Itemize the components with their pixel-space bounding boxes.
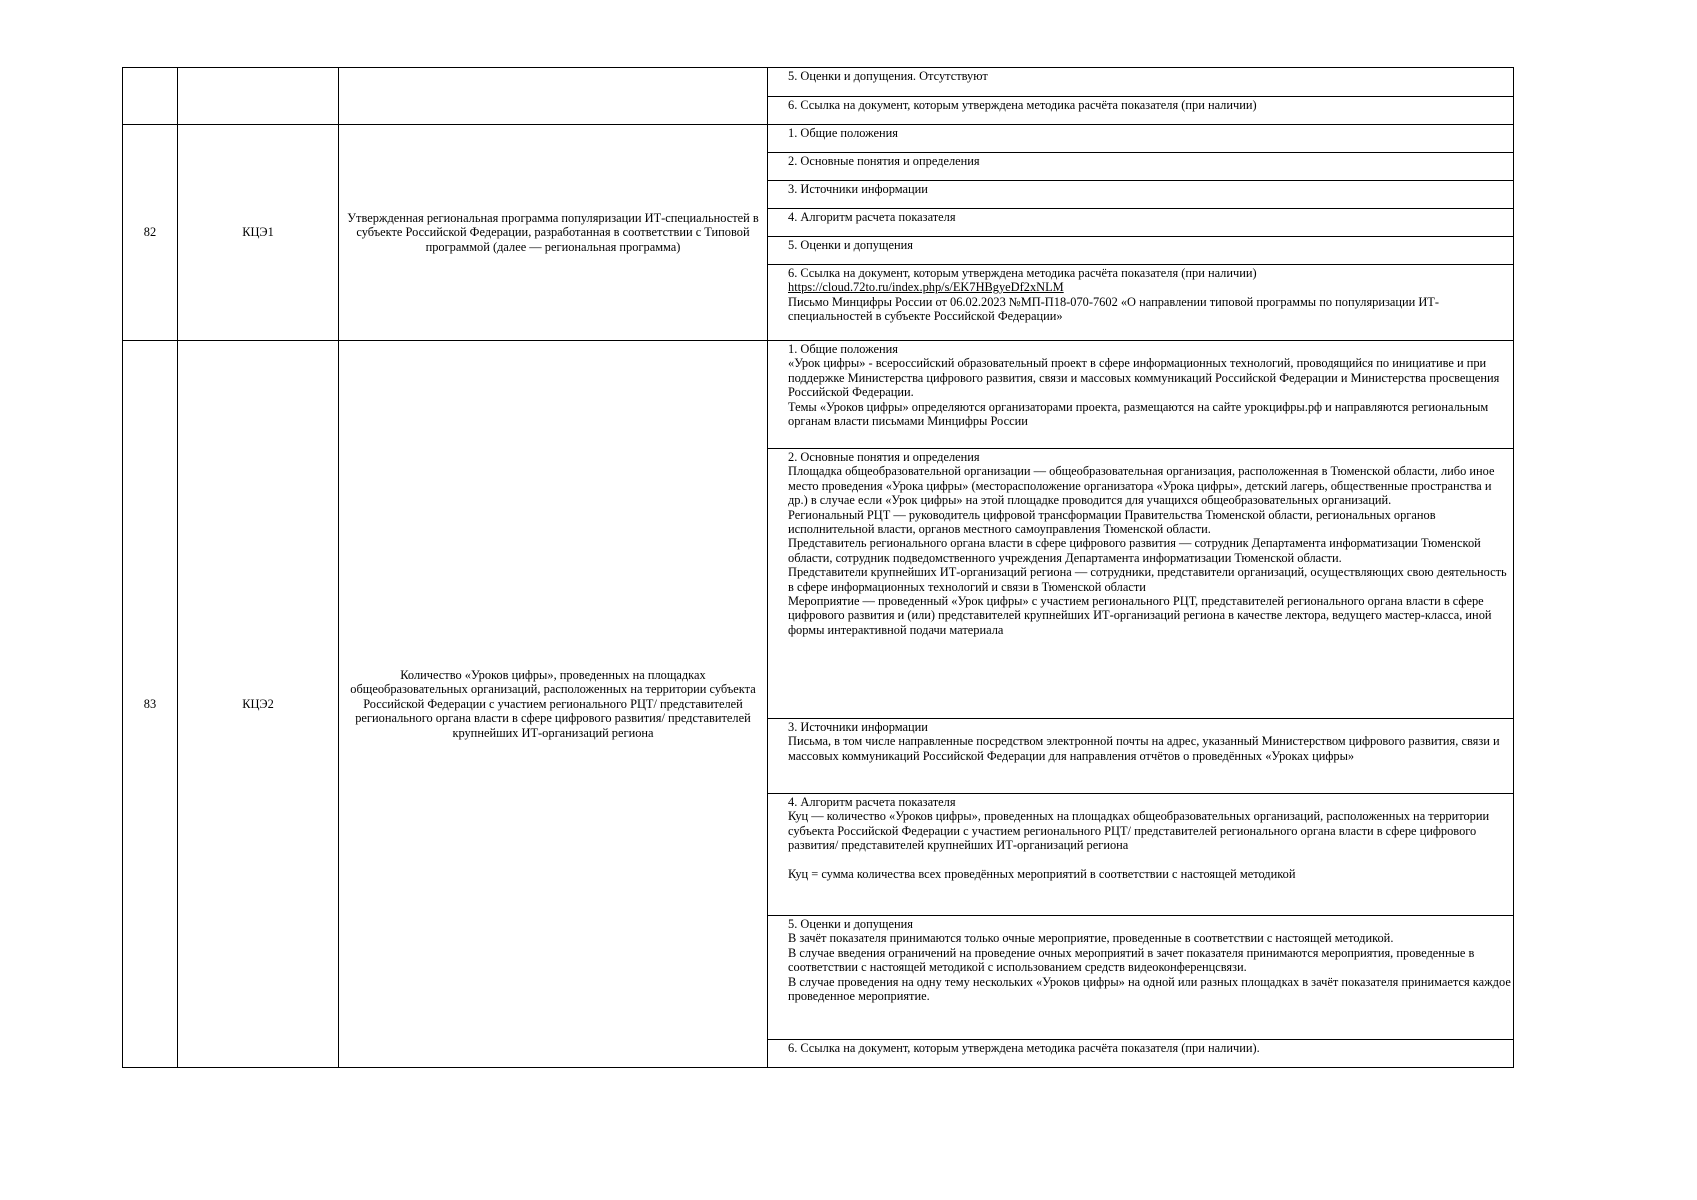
detail-cell <box>768 125 1514 153</box>
detail-cell <box>768 1040 1514 1068</box>
methodology-table <box>122 67 1514 1068</box>
detail-heading: 1. Общие положения <box>788 126 899 140</box>
detail-text: Региональный РЦТ — руководитель цифровой трансформации Правительства Тюменской области, региональных органов исполнительной власти, органов местного самоуправления Тюменской области. <box>788 507 1436 537</box>
detail-text: Письма, в том числе направленные посредством электронной почты на адрес, указанный Министерством цифрового развития, связи и массовых коммуникаций Российской Федерации для направления отчётов о проведённых «Уроках цифры» <box>788 734 1500 763</box>
detail-cell <box>768 916 1514 1040</box>
detail-cell <box>768 68 1514 97</box>
detail-text: Представитель регионального органа власти в сфере цифрового развития — сотрудник Департамента информатизации Тюменской области, сотрудник подведомственного учреждения Департамента информатизации Тюменской области. <box>788 536 1481 565</box>
detail-cell <box>768 449 1514 719</box>
spacer <box>788 853 1512 867</box>
detail-text: Темы «Уроков цифры» определяются организаторами проекта, размещаются на сайте урокцифры.рф и направляются региональным органам власти письмами Минцифры России <box>788 399 1489 429</box>
detail-heading: 3. Источники информации <box>788 720 928 734</box>
indicator-name <box>339 68 768 125</box>
detail-cell <box>768 237 1514 265</box>
document-link[interactable]: https://cloud.72to.ru/index.php/s/EK7HBgyeDf2xNLM <box>788 280 1064 295</box>
row-number: 82 <box>123 125 178 341</box>
detail-heading: 2. Основные понятия и определения <box>788 154 980 168</box>
detail-heading: 4. Алгоритм расчета показателя <box>788 210 956 224</box>
detail-text: Письмо Минцифры России от 06.02.2023 №МП-П18-070-7602 «О направлении типовой программы по популяризации ИТ-специальностей в субъекте Российской Федерации» <box>788 294 1439 324</box>
detail-text: В случае введения ограничений на проведение очных мероприятий в зачет показателя принимаются мероприятия, проведенные в соответствии с настоящей методикой с использованием средств видеоконференцсвязи. <box>788 945 1475 975</box>
detail-text: Куц = сумма количества всех проведённых мероприятий в соответствии с настоящей методикой <box>788 866 1296 881</box>
detail-heading: 2. Основные понятия и определения <box>788 450 980 464</box>
indicator-code: КЦЭ2 <box>178 341 339 1068</box>
table-row <box>123 125 1514 153</box>
detail-heading: 3. Источники информации <box>788 182 928 196</box>
detail-cell <box>768 794 1514 916</box>
detail-cell <box>768 209 1514 237</box>
detail-cell <box>768 153 1514 181</box>
indicator-name: Количество «Уроков цифры», проведенных на площадках общеобразовательных организаций, расположенных на территории субъекта Российской Федерации с участием регионального РЦТ/ представителей регионального органа власти в сфере цифрового развития/ представителей крупнейших ИТ-организаций региона <box>339 341 768 1068</box>
detail-heading: 1. Общие положения <box>788 342 899 356</box>
indicator-name: Утвержденная региональная программа популяризации ИТ-специальностей в субъекте Российской Федерации, разработанная в соответствии с Типовой программой (далее — региональная программа) <box>339 125 768 341</box>
detail-text: В зачёт показателя принимаются только очные мероприятие, проведенные в соответствии с настоящей методикой. <box>788 931 1394 946</box>
detail-heading: 6. Ссылка на документ, которым утверждена методика расчёта показателя (при наличии). <box>788 1041 1260 1055</box>
detail-cell <box>768 265 1514 341</box>
detail-heading: 6. Ссылка на документ, которым утверждена методика расчёта показателя (при наличии) <box>788 98 1257 112</box>
table-row <box>123 68 1514 97</box>
indicator-code: КЦЭ1 <box>178 125 339 341</box>
detail-text: Представители крупнейших ИТ-организаций региона — сотрудники, представители организаций, осуществляющих свою деятельность в сфере информационных технологий и связи в Тюменской области <box>788 565 1507 594</box>
detail-text: В случае проведения на одну тему нескольких «Уроков цифры» на одной или разных площадках в зачёт показателя принимается каждое проведенное мероприятие. <box>788 974 1511 1004</box>
row-number <box>123 68 178 125</box>
table-row <box>123 341 1514 449</box>
row-number: 83 <box>123 341 178 1068</box>
detail-cell <box>768 97 1514 125</box>
detail-heading: 5. Оценки и допущения <box>788 238 913 252</box>
detail-heading: 4. Алгоритм расчета показателя <box>788 795 956 809</box>
detail-text: Куц — количество «Уроков цифры», проведенных на площадках общеобразовательных организаций, расположенных на территории субъекта Российской Федерации с участием регионального РЦТ/ представителей регионального органа власти в сфере цифрового развития/ представителей крупнейших ИТ-организаций региона <box>788 809 1490 853</box>
detail-heading: 6. Ссылка на документ, которым утверждена методика расчёта показателя (при наличии) <box>788 266 1257 280</box>
detail-text: Мероприятие — проведенный «Урок цифры» с участием регионального РЦТ, представителей регионального органа власти в сфере цифрового развития и (или) представителей крупнейших ИТ-организаций региона в качестве лектора, ведущего мастер-класса, иной формы интерактивной подачи материала <box>788 594 1492 637</box>
detail-text: Площадка общеобразовательной организации — общеобразовательная организация, расположенная в Тюменской области, либо иное место проведения «Урока цифры» (месторасположение организатора «Урока цифры», детский лагерь, общественные пространства и др.) в случае если «Урок цифры» на этой площадке проводится для учащихся общеобразовательных организаций. <box>788 464 1495 508</box>
indicator-code <box>178 68 339 125</box>
detail-cell <box>768 341 1514 449</box>
detail-heading: 5. Оценки и допущения. Отсутствуют <box>788 69 988 83</box>
detail-cell <box>768 719 1514 794</box>
detail-heading: 5. Оценки и допущения <box>788 917 913 931</box>
detail-cell <box>768 181 1514 209</box>
detail-text: «Урок цифры» - всероссийский образовательный проект в сфере информационных технологий, проводящийся по инициативе и при поддержке Министерства цифрового развития, связи и массовых коммуникаций Российской Федерации и Министерства просвещения Российской Федерации. <box>788 356 1500 400</box>
